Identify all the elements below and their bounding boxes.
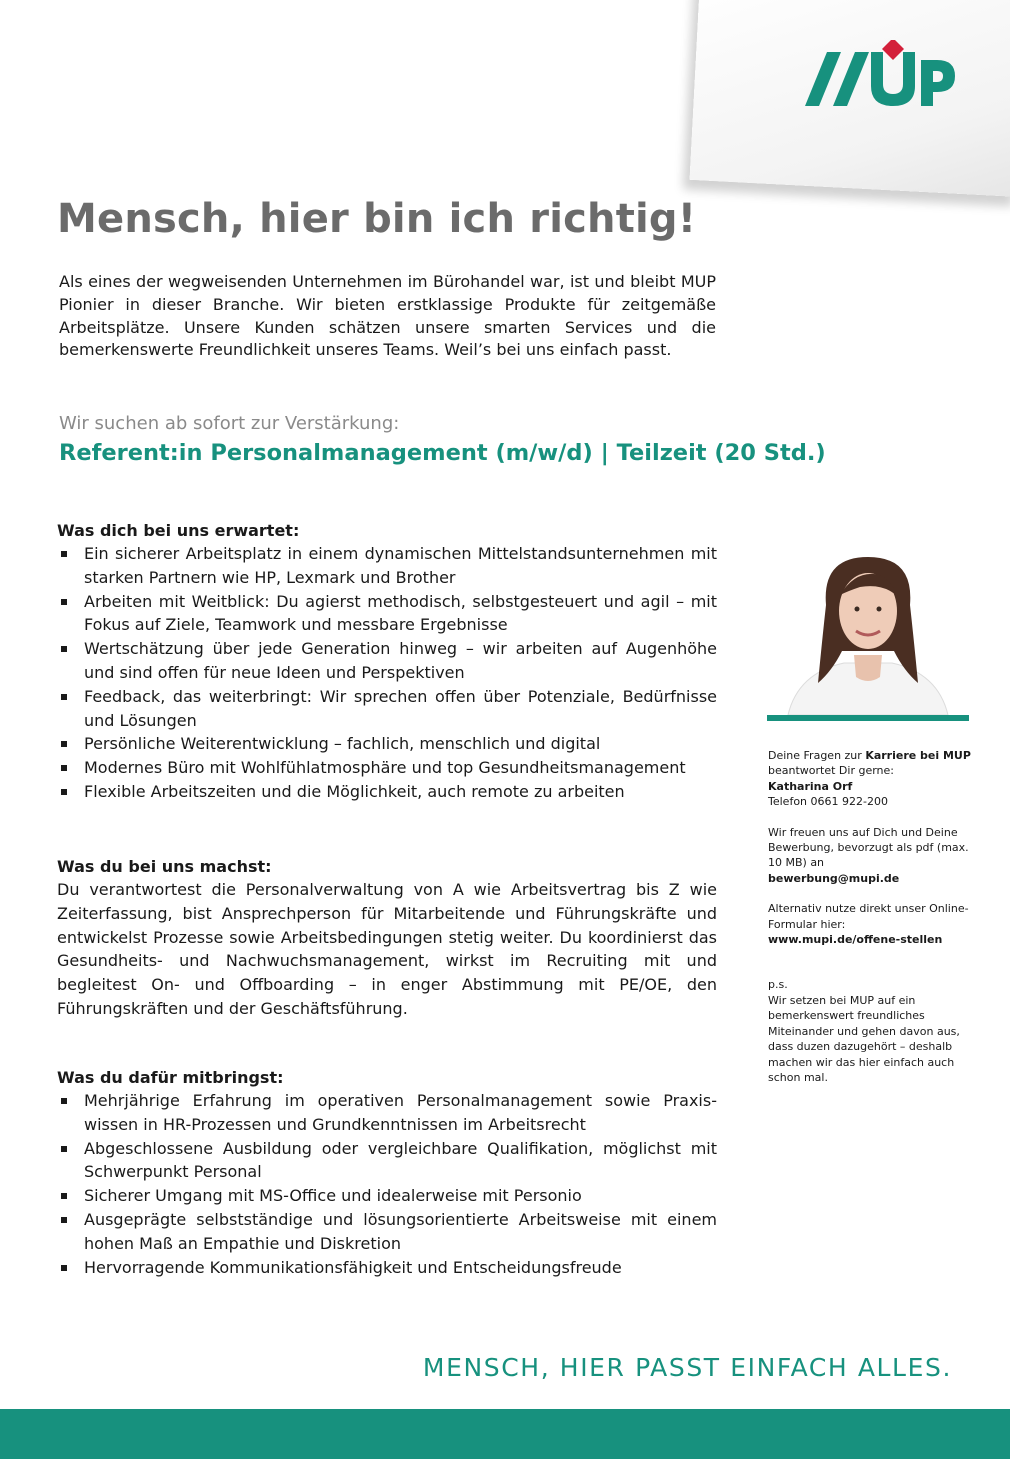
company-intro: Als eines der wegweisenden Unternehmen im Bürohandel war, ist und bleibt MUP Pionier in dieser Branche. Wir bieten erstklassige Produkte für zeitgemäße Arbeitsplätze. Unsere Kunden schätzen unsere smarten Services und die bemerkenswerte Freundlichkeit unseres Teams. Weil’s bei uns einfach passt. — [59, 272, 716, 360]
apply-text: Wir freuen uns auf Dich und Deine Bewerbung, bevorzugt als pdf (max. 10 MB) an — [768, 825, 969, 870]
list-item: Flexible Arbeitszeiten und die Möglichkeit, auch remote zu arbeiten — [57, 780, 717, 804]
requirements-list — [57, 1089, 717, 1279]
contact-block — [768, 748, 973, 810]
list-item: Abgeschlossene Ausbildung oder vergleichbare Qualifikation, möglichst mit Schwerpunkt Personal — [57, 1137, 717, 1185]
benefits-list — [57, 542, 717, 804]
hiring-subtitle: Wir suchen ab sofort zur Verstärkung: — [59, 413, 400, 434]
online-form-link[interactable]: www.mupi.de/offene-stellen — [768, 933, 943, 947]
list-item: Arbeiten mit Weitblick: Du agierst methodisch, selbstgesteuert und agil – mit Fokus auf Ziele, Teamwork und messbare Ergebnisse — [57, 590, 717, 638]
footer-bar — [0, 1409, 1010, 1459]
contact-intro-bold: Karriere bei MUP — [865, 749, 971, 762]
contact-phone[interactable]: Telefon 0661 922-200 — [768, 795, 888, 809]
tasks-text: Du verantwortest die Personalverwaltung von A wie Arbeitsvertrag bis Z wie Zeiterfassung, bist Ansprechperson für Mitarbeitende und Führungskräfte und entwickelst Prozesse sowie Arbeitsbedingungen stetig weiter. Du koordinierst das Gesundheits- und Nachwuchsmanagement, wirkst im Recruiting mit und begleitest On- und Offboarding – in enger Abstimmung mit PE/OE, den Führungskräften und der Geschäftsführung. — [57, 880, 717, 1018]
tasks-heading: Was du bei uns machst: — [57, 857, 272, 876]
list-item: Wertschätzung über jede Generation hinweg – wir arbeiten auf Augenhöhe und sind offen für neue Ideen und Perspektiven — [57, 637, 717, 685]
ps-block — [768, 977, 973, 1085]
apply-email-link[interactable]: bewerbung@mupi.de — [768, 871, 900, 885]
list-item: Persönliche Weiterentwicklung – fachlich, menschlich und digital — [57, 732, 717, 756]
list-item: Ausgeprägte selbstständige und lösungsorientierte Arbeitsweise mit einem hohen Maß an Empathie und Diskretion — [57, 1208, 717, 1256]
online-form-block — [768, 901, 973, 947]
contact-sidebar — [768, 748, 973, 1100]
contact-name: Katharina Orf — [768, 779, 853, 793]
ps-text: Wir setzen bei MUP auf ein bemerkenswert freundliches Miteinander und gehen davon aus, dass duzen dazugehört – deshalb machen wir das hier einfach auch schon mal. — [768, 993, 960, 1084]
list-item: Modernes Büro mit Wohlfühlatmosphäre und top Gesundheitsmanagement — [57, 756, 717, 780]
list-item: Feedback, das weiterbringt: Wir sprechen offen über Potenziale, Bedürfnisse und Lösungen — [57, 685, 717, 733]
ps-label: p.s. — [768, 978, 788, 992]
benefits-heading: Was dich bei uns erwartet: — [57, 521, 300, 540]
footer-slogan: MENSCH, HIER PASST EINFACH ALLES. — [422, 1353, 952, 1382]
list-item: Hervorragende Kommunikationsfähigkeit und Entscheidungsfreude — [57, 1256, 717, 1280]
job-title: Referent:in Personalmanagement (m/w/d) | Teilzeit (20 Std.) — [59, 440, 826, 466]
apply-block — [768, 825, 973, 887]
list-item: Sicherer Umgang mit MS-Office und idealerweise mit Personio — [57, 1184, 717, 1208]
tasks-section — [57, 855, 717, 1021]
list-item: Ein sicherer Arbeitsplatz in einem dynamischen Mittelstandsunternehmen mit starken Partnern wie HP, Lexmark und Brother — [57, 542, 717, 590]
contact-intro-text-2: beantwortet Dir gerne: — [768, 764, 894, 778]
contact-person-photo — [768, 545, 968, 715]
online-form-text: Alternativ nutze direkt unser Online-Formular hier: — [768, 902, 969, 931]
requirements-section — [57, 1066, 717, 1279]
requirements-heading: Was du dafür mitbringst: — [57, 1068, 284, 1087]
contact-intro-text: Deine Fragen zur — [768, 749, 866, 762]
mup-logo — [805, 40, 955, 110]
photo-accent-bar — [767, 715, 969, 721]
page-headline: Mensch, hier bin ich richtig! — [57, 196, 697, 242]
list-item: Mehrjährige Erfahrung im operativen Personalmanagement sowie Praxiswissen in HR-Prozessen und Grundkenntnissen im Arbeitsrecht — [57, 1089, 717, 1137]
benefits-section — [57, 519, 717, 804]
